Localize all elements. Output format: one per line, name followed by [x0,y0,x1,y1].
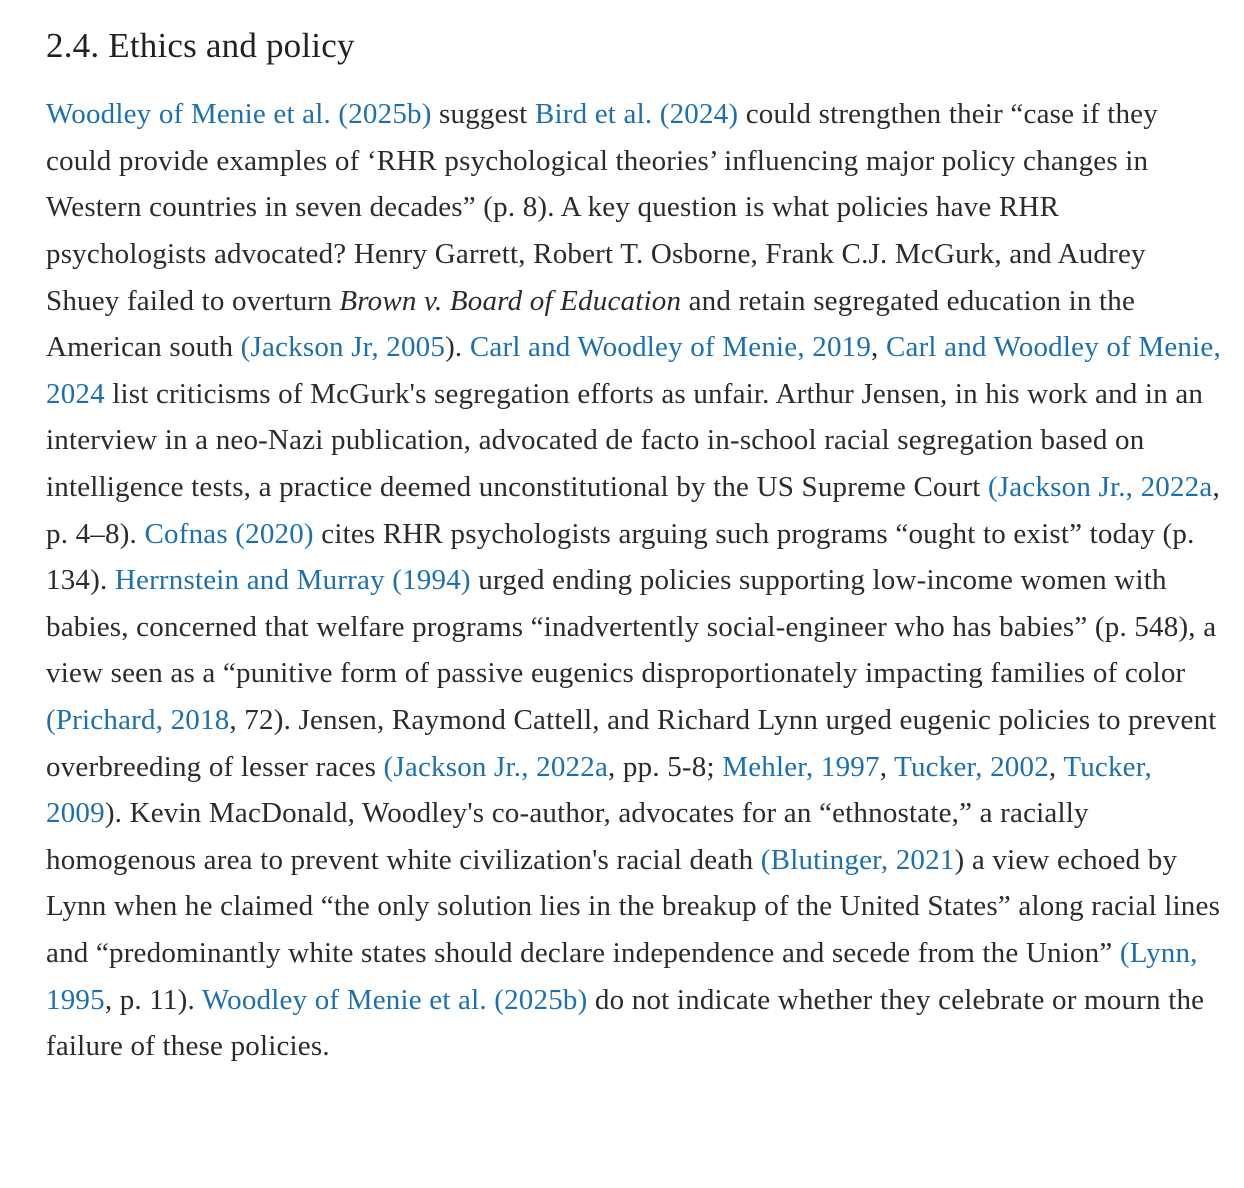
text-run: could strengthen their “case if they could provide examples of ‘RHR psychological theories’ influencing major policy changes in Western countries in seven decades” (p. 8). A key question is what policies have RHR psychologists advocated? Henry Garrett, Robert T. Osborne, Frank C.J. McGurk, and Audrey Shuey failed to overturn [46,98,1158,317]
text-run: ) a view echoed by Lynn when he claimed “the only solution lies in the breakup of the United States” along racial lines and “predominantly white states should declare independence and secede from the Union” [46,843,1221,969]
text-run: , 72). Jensen, Raymond Cattell, and Richard Lynn urged eugenic policies to prevent overbreeding of lesser races [46,703,1217,783]
text-run: cites RHR psychologists arguing such programs “ought to exist” today (p. 134). [46,517,1195,597]
citation-link[interactable]: Cofnas (2020) [144,517,314,550]
citation-link[interactable]: (Jackson Jr., 2022a [383,750,609,783]
citation-link[interactable]: Bird et al. (2024) [534,98,739,131]
text-run: urged ending policies supporting low-income women with babies, concerned that welfare programs “inadvertently social-engineer who has babies” (p. 548), a view seen as a “punitive form of passive eugenics disproportionately impacting families of color [46,564,1217,690]
citation-link[interactable]: (Jackson Jr., 2022a [987,471,1213,503]
text-run: , pp. 5-8; [608,750,723,783]
text-run: and retain segregated education in the American south [46,284,1136,364]
text-run: , p. 11). [104,983,202,1016]
citation-link[interactable]: Herrnstein and Murray (1994) [114,564,471,597]
text-run: , p. 4–8). [46,471,1220,550]
text-run: , [871,331,886,364]
citation-link[interactable]: Mehler, 1997 [722,750,880,783]
citation-link[interactable]: (Blutinger, 2021 [760,843,955,876]
citation-link[interactable]: Carl and Woodley of Menie, 2019 [469,331,872,364]
citation-link[interactable]: Tucker, 2002 [894,750,1049,783]
citation-link[interactable]: Tucker, 2009 [46,750,1152,830]
citation-link[interactable]: Woodley of Menie et al. (2025b) [201,983,588,1016]
text-run: , [1048,750,1064,783]
text-run: , [879,750,895,783]
citation-link[interactable]: (Lynn, 1995 [46,936,1198,1016]
section-paragraph [46,91,1224,1069]
text-run: suggest [431,98,535,131]
case-name-italic: Brown v. Board of Education [339,284,682,317]
citation-link[interactable]: (Jackson Jr, 2005 [240,331,446,364]
text-run: list criticisms of McGurk's segregation efforts as unfair. Arthur Jensen, in his work and in an interview in a neo-Nazi publication, advocated de facto in-school racial segregation based on intelligence tests, a practice deemed unconstitutional by the US Supreme Court [46,377,1204,503]
section-heading: 2.4. Ethics and policy [46,26,355,65]
text-run: ). Kevin MacDonald, Woodley's co-author, advocates for an “ethnostate,” a racially homogenous area to prevent white civilization's racial death [46,797,1089,876]
text-run: ). [445,331,470,364]
text-run: do not indicate whether they celebrate or mourn the failure of these policies. [46,983,1205,1063]
citation-link[interactable]: Carl and Woodley of Menie, 2024 [46,331,1221,410]
citation-link[interactable]: Woodley of Menie et al. (2025b) [46,98,432,131]
citation-link[interactable]: (Prichard, 2018 [46,703,230,736]
